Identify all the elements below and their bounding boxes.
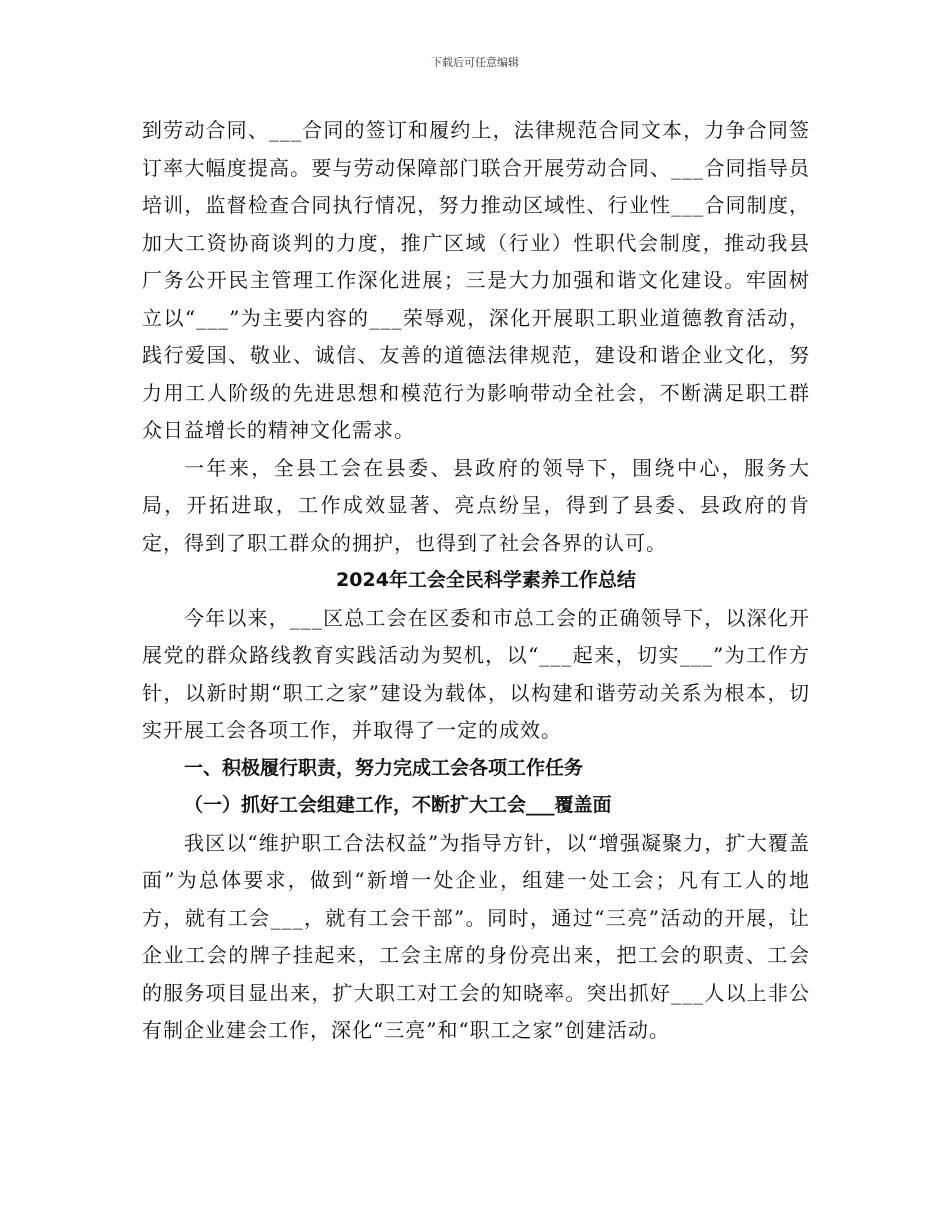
page-header-note: 下载后可任意编辑 xyxy=(431,56,519,69)
subsection-heading-1-1: （一）抓好工会组建工作，不断扩大工会___覆盖面 xyxy=(184,794,612,816)
document-body xyxy=(142,112,810,1050)
paragraph-year-summary: 一年来，全县工会在县委、县政府的领导下，围绕中心，服务大局，开拓进取，工作成效显著、亮点纷呈，得到了县委、县政府的肯定，得到了职工群众的拥护，也得到了社会各界的认可。 xyxy=(142,455,810,555)
paragraph-intro: 今年以来，___区总工会在区委和市总工会的正确领导下，以深化开展党的群众路线教育实践活动为契机，以“___起来，切实___”为工作方针，以新时期“职工之家”建设为载体，以构建和谐劳动关系为根本，切实开展工会各项工作，并取得了一定的成效。 xyxy=(142,605,810,742)
section-heading-1: 一、积极履行职责，努力完成工会各项工作任务 xyxy=(184,756,584,779)
document-title: 2024年工会全民科学素养工作总结 xyxy=(336,569,636,591)
paragraph-continued: 到劳动合同、___合同的签订和履约上，法律规范合同文本，力争合同签订率大幅度提高。要与劳动保障部门联合开展劳动合同、___合同指导员培训，监督检查合同执行情况，努力推动区域性、行业性___合同制度，加大工资协商谈判的力度，推广区域（行业）性职代会制度，推动我县厂务公开民主管理工作深化进展；三是大力加强和谐文化建设。牢固树立以“___”为主要内容的___荣辱观，深化开展职工职业道德教育活动，践行爱国、敬业、诚信、友善的道德法律规范，建设和谐企业文化，努力用工人阶级的先进思想和模范行为影响带动全社会，不断满足职工群众日益增长的精神文化需求。 xyxy=(142,118,810,442)
paragraph-section: 我区以“维护职工合法权益”为指导方针，以“增强凝聚力，扩大覆盖面”为总体要求，做到“新增一处企业，组建一处工会；凡有工人的地方，就有工会___，就有工会干部”。同时，通过“三亮”活动的开展，让企业工会的牌子挂起来，工会主席的身份亮出来，把工会的职责、工会的服务项目显出来，扩大职工对工会的知晓率。突出抓好___人以上非公有制企业建会工作，深化“三亮”和“职工之家”创建活动。 xyxy=(142,830,810,1042)
